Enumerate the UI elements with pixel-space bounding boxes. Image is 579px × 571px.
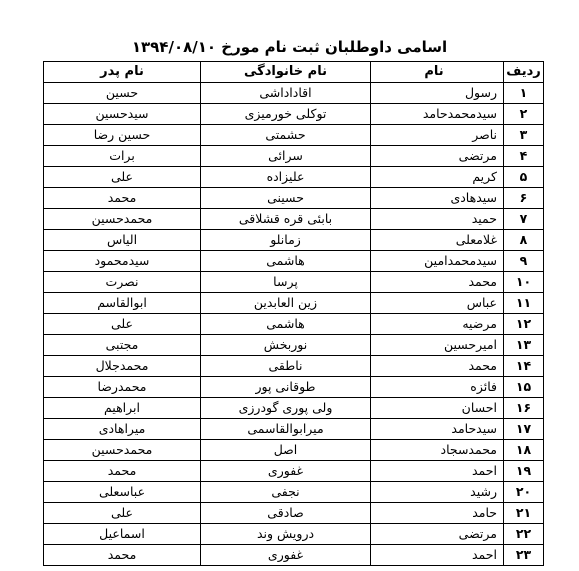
table-row	[44, 356, 544, 377]
row-number: ۳	[504, 125, 544, 146]
row-number: ۲۳	[504, 545, 544, 566]
table-row	[44, 146, 544, 167]
table-row	[44, 230, 544, 251]
family-name-cell: پرسا	[201, 272, 371, 293]
first-name-cell: سیدمحمدامین	[371, 251, 504, 272]
row-number: ۶	[504, 188, 544, 209]
family-name-cell: حشمتی	[201, 125, 371, 146]
family-name-cell: میرابوالقاسمی	[201, 419, 371, 440]
row-number: ۲۱	[504, 503, 544, 524]
row-number: ۱۶	[504, 398, 544, 419]
father-name-cell: حسین	[44, 83, 201, 104]
table-row	[44, 440, 544, 461]
row-number: ۱۹	[504, 461, 544, 482]
row-number: ۵	[504, 167, 544, 188]
first-name-cell: حمید	[371, 209, 504, 230]
row-number: ۲۰	[504, 482, 544, 503]
father-name-cell: مجتبی	[44, 335, 201, 356]
table-row	[44, 272, 544, 293]
row-number: ۷	[504, 209, 544, 230]
table-row	[44, 377, 544, 398]
table-row	[44, 503, 544, 524]
first-name-cell: مرضیه	[371, 314, 504, 335]
table-row	[44, 461, 544, 482]
first-name-cell: سیدهادی	[371, 188, 504, 209]
family-name-cell: اقاداداشی	[201, 83, 371, 104]
first-name-cell: محمد	[371, 356, 504, 377]
family-name-cell: ناطقی	[201, 356, 371, 377]
header-name: نام	[371, 62, 504, 83]
father-name-cell: نصرت	[44, 272, 201, 293]
father-name-cell: الیاس	[44, 230, 201, 251]
row-number: ۲۲	[504, 524, 544, 545]
family-name-cell: اصل	[201, 440, 371, 461]
family-name-cell: توکلی خورمیزی	[201, 104, 371, 125]
table-body	[44, 83, 544, 566]
father-name-cell: ابوالقاسم	[44, 293, 201, 314]
family-name-cell: بابئی قره قشلاقی	[201, 209, 371, 230]
father-name-cell: اسماعیل	[44, 524, 201, 545]
family-name-cell: ولی پوری گودرزی	[201, 398, 371, 419]
first-name-cell: محمدسجاد	[371, 440, 504, 461]
table-row	[44, 482, 544, 503]
father-name-cell: علی	[44, 503, 201, 524]
father-name-cell: محمد	[44, 461, 201, 482]
document-title: اسامی داوطلبان ثبت نام مورخ ۱۳۹۴/۰۸/۱۰	[131, 38, 448, 56]
row-number: ۱۴	[504, 356, 544, 377]
father-name-cell: میراهادی	[44, 419, 201, 440]
father-name-cell: علی	[44, 314, 201, 335]
father-name-cell: علی	[44, 167, 201, 188]
table-row	[44, 83, 544, 104]
table-row	[44, 419, 544, 440]
row-number: ۱۵	[504, 377, 544, 398]
table-header-row	[44, 62, 544, 83]
family-name-cell: صادقی	[201, 503, 371, 524]
first-name-cell: احسان	[371, 398, 504, 419]
first-name-cell: فائزه	[371, 377, 504, 398]
first-name-cell: غلامعلی	[371, 230, 504, 251]
candidates-table	[43, 61, 544, 566]
table-row	[44, 314, 544, 335]
father-name-cell: محمدحسین	[44, 440, 201, 461]
header-family: نام خانوادگی	[201, 62, 371, 83]
family-name-cell: حسینی	[201, 188, 371, 209]
father-name-cell: سیدمحمود	[44, 251, 201, 272]
row-number: ۱۳	[504, 335, 544, 356]
first-name-cell: حامد	[371, 503, 504, 524]
first-name-cell: کریم	[371, 167, 504, 188]
header-radif: ردیف	[504, 62, 544, 83]
row-number: ۱۸	[504, 440, 544, 461]
row-number: ۱۱	[504, 293, 544, 314]
family-name-cell: هاشمی	[201, 251, 371, 272]
family-name-cell: طوقانی پور	[201, 377, 371, 398]
table-row	[44, 188, 544, 209]
father-name-cell: محمدجلال	[44, 356, 201, 377]
table-row	[44, 293, 544, 314]
table-row	[44, 398, 544, 419]
table-row	[44, 545, 544, 566]
family-name-cell: علیزاده	[201, 167, 371, 188]
table-row	[44, 167, 544, 188]
first-name-cell: رسول	[371, 83, 504, 104]
first-name-cell: احمد	[371, 461, 504, 482]
first-name-cell: مرتضی	[371, 524, 504, 545]
family-name-cell: نجفی	[201, 482, 371, 503]
first-name-cell: سیدمحمدحامد	[371, 104, 504, 125]
father-name-cell: محمدرضا	[44, 377, 201, 398]
first-name-cell: عباس	[371, 293, 504, 314]
row-number: ۴	[504, 146, 544, 167]
family-name-cell: زین العابدین	[201, 293, 371, 314]
row-number: ۱۷	[504, 419, 544, 440]
table-row	[44, 524, 544, 545]
first-name-cell: رشید	[371, 482, 504, 503]
row-number: ۱۰	[504, 272, 544, 293]
father-name-cell: ابراهیم	[44, 398, 201, 419]
header-father: نام پدر	[44, 62, 201, 83]
table-row	[44, 335, 544, 356]
family-name-cell: زمانلو	[201, 230, 371, 251]
father-name-cell: محمد	[44, 545, 201, 566]
father-name-cell: محمد	[44, 188, 201, 209]
row-number: ۸	[504, 230, 544, 251]
family-name-cell: درویش وند	[201, 524, 371, 545]
family-name-cell: غفوری	[201, 461, 371, 482]
family-name-cell: غفوری	[201, 545, 371, 566]
first-name-cell: ناصر	[371, 125, 504, 146]
first-name-cell: امیرحسین	[371, 335, 504, 356]
first-name-cell: احمد	[371, 545, 504, 566]
father-name-cell: حسین رضا	[44, 125, 201, 146]
first-name-cell: مرتضی	[371, 146, 504, 167]
table-row	[44, 125, 544, 146]
table-row	[44, 251, 544, 272]
table-row	[44, 104, 544, 125]
father-name-cell: برات	[44, 146, 201, 167]
family-name-cell: سرائی	[201, 146, 371, 167]
first-name-cell: محمد	[371, 272, 504, 293]
family-name-cell: هاشمی	[201, 314, 371, 335]
father-name-cell: محمدحسین	[44, 209, 201, 230]
table-row	[44, 209, 544, 230]
first-name-cell: سیدحامد	[371, 419, 504, 440]
father-name-cell: عباسعلی	[44, 482, 201, 503]
father-name-cell: سیدحسین	[44, 104, 201, 125]
row-number: ۱۲	[504, 314, 544, 335]
family-name-cell: نوربخش	[201, 335, 371, 356]
row-number: ۱	[504, 83, 544, 104]
row-number: ۲	[504, 104, 544, 125]
row-number: ۹	[504, 251, 544, 272]
